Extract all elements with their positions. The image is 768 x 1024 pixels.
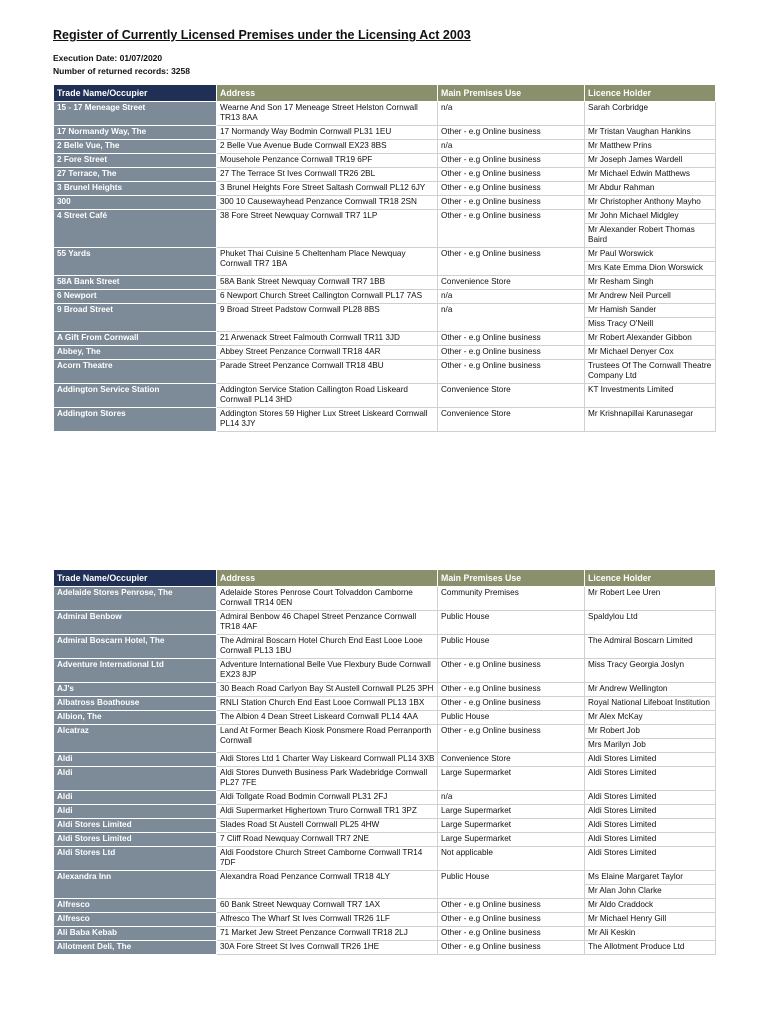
table-row [54, 711, 716, 725]
main-use-cell: Other - e.g Online business [438, 697, 585, 711]
licence-holder-cell: Mr Tristan Vaughan Hankins [585, 126, 716, 140]
table-row [54, 346, 716, 360]
main-use-cell: Public House [438, 611, 585, 635]
trade-name-cell: 2 Fore Street [54, 154, 217, 168]
main-use-cell: n/a [438, 304, 585, 332]
table-row [54, 587, 716, 611]
licence-holder-cell: Mr Michael Denyer Cox [585, 346, 716, 360]
licence-holder-cell: Mr Krishnapillai Karunasegar [585, 408, 716, 432]
address-cell: 6 Newport Church Street Callington Cornwall PL17 7AS [217, 290, 438, 304]
header-licence-holder: Licence Holder [585, 85, 716, 102]
address-cell: Slades Road St Austell Cornwall PL25 4HW [217, 819, 438, 833]
main-use-cell: Other - e.g Online business [438, 210, 585, 248]
table-row [54, 248, 716, 262]
header-trade-name: Trade Name/Occupier [54, 85, 217, 102]
address-cell: Aldi Tollgate Road Bodmin Cornwall PL31 2FJ [217, 791, 438, 805]
licence-holder-cell: Mr Alexander Robert Thomas Baird [585, 224, 716, 248]
table-row [54, 819, 716, 833]
table-row [54, 210, 716, 224]
trade-name-cell: 4 Street Café [54, 210, 217, 248]
table-row [54, 791, 716, 805]
table-row [54, 276, 716, 290]
trade-name-cell: 55 Yards [54, 248, 217, 276]
main-use-cell: Public House [438, 711, 585, 725]
licence-holder-cell: Aldi Stores Limited [585, 805, 716, 819]
licence-holder-cell: Miss Tracy O'Neill [585, 318, 716, 332]
address-cell: Adelaide Stores Penrose Court Tolvaddon Camborne Cornwall TR14 0EN [217, 587, 438, 611]
main-use-cell: Convenience Store [438, 408, 585, 432]
trade-name-cell: Admiral Boscarn Hotel, The [54, 635, 217, 659]
licence-holder-cell: Aldi Stores Limited [585, 767, 716, 791]
table-row [54, 196, 716, 210]
trade-name-cell: A Gift From Cornwall [54, 332, 217, 346]
trade-name-cell: Alfresco [54, 899, 217, 913]
address-cell: 9 Broad Street Padstow Cornwall PL28 8BS [217, 304, 438, 332]
main-use-cell: n/a [438, 290, 585, 304]
main-use-cell: Community Premises [438, 587, 585, 611]
execution-date: Execution Date: 01/07/2020 [53, 53, 163, 63]
address-cell: 7 Cliff Road Newquay Cornwall TR7 2NE [217, 833, 438, 847]
licence-holder-cell: Mr Robert Lee Uren [585, 587, 716, 611]
licence-holder-cell: Aldi Stores Limited [585, 833, 716, 847]
licence-holder-cell: Mr Michael Edwin Matthews [585, 168, 716, 182]
licence-holder-cell: Mr Hamish Sander [585, 304, 716, 318]
licence-holder-cell: Aldi Stores Limited [585, 753, 716, 767]
main-use-cell: Other - e.g Online business [438, 913, 585, 927]
table-row [54, 941, 716, 955]
address-cell: Adventure International Belle Vue Flexbury Bude Cornwall EX23 8JP [217, 659, 438, 683]
trade-name-cell: Admiral Benbow [54, 611, 217, 635]
licence-holder-cell: The Admiral Boscarn Limited [585, 635, 716, 659]
trade-name-cell: Albion, The [54, 711, 217, 725]
trade-name-cell: 17 Normandy Way, The [54, 126, 217, 140]
licence-holder-cell: Ms Elaine Margaret Taylor [585, 871, 716, 885]
trade-name-cell: Addington Stores [54, 408, 217, 432]
table-header-row [54, 85, 716, 102]
trade-name-cell: Aldi [54, 805, 217, 819]
table-row [54, 182, 716, 196]
trade-name-cell: 3 Brunel Heights [54, 182, 217, 196]
licence-holder-cell: Aldi Stores Limited [585, 819, 716, 833]
address-cell: Aldi Foodstore Church Street Camborne Cornwall TR14 7DF [217, 847, 438, 871]
record-count: Number of returned records: 3258 [53, 66, 190, 76]
licence-holder-cell: Mr John Michael Midgley [585, 210, 716, 224]
licence-holder-cell: Mr Aldo Craddock [585, 899, 716, 913]
table-row [54, 154, 716, 168]
table-row [54, 102, 716, 126]
table-row [54, 635, 716, 659]
licence-holder-cell: Miss Tracy Georgia Joslyn [585, 659, 716, 683]
main-use-cell: Other - e.g Online business [438, 126, 585, 140]
licence-holder-cell: Royal National Lifeboat Institution [585, 697, 716, 711]
table-row [54, 360, 716, 384]
header-main-use: Main Premises Use [438, 85, 585, 102]
address-cell: 2 Belle Vue Avenue Bude Cornwall EX23 8BS [217, 140, 438, 154]
trade-name-cell: 300 [54, 196, 217, 210]
main-use-cell: Large Supermarket [438, 833, 585, 847]
address-cell: Addington Service Station Callington Road Liskeard Cornwall PL14 3HD [217, 384, 438, 408]
main-use-cell: Other - e.g Online business [438, 332, 585, 346]
trade-name-cell: Aldi Stores Ltd [54, 847, 217, 871]
licence-holder-cell: Mr Ali Keskin [585, 927, 716, 941]
address-cell: 60 Bank Street Newquay Cornwall TR7 1AX [217, 899, 438, 913]
address-cell: 21 Arwenack Street Falmouth Cornwall TR11 3JD [217, 332, 438, 346]
main-use-cell: Other - e.g Online business [438, 154, 585, 168]
trade-name-cell: 6 Newport [54, 290, 217, 304]
table-row [54, 683, 716, 697]
main-use-cell: Other - e.g Online business [438, 941, 585, 955]
address-cell: 17 Normandy Way Bodmin Cornwall PL31 1EU [217, 126, 438, 140]
trade-name-cell: 15 - 17 Meneage Street [54, 102, 217, 126]
main-use-cell: n/a [438, 102, 585, 126]
trade-name-cell: 2 Belle Vue, The [54, 140, 217, 154]
table-row [54, 126, 716, 140]
licence-holder-cell: Mrs Marilyn Job [585, 739, 716, 753]
trade-name-cell: Alexandra Inn [54, 871, 217, 899]
trade-name-cell: 9 Broad Street [54, 304, 217, 332]
trade-name-cell: Abbey, The [54, 346, 217, 360]
main-use-cell: Large Supermarket [438, 819, 585, 833]
trade-name-cell: Aldi [54, 767, 217, 791]
main-use-cell: Other - e.g Online business [438, 196, 585, 210]
licence-holder-cell: Mr Joseph James Wardell [585, 154, 716, 168]
header-trade-name: Trade Name/Occupier [54, 570, 217, 587]
table-row [54, 833, 716, 847]
trade-name-cell: Alfresco [54, 913, 217, 927]
page-title: Register of Currently Licensed Premises under the Licensing Act 2003 [53, 28, 471, 42]
table-row [54, 805, 716, 819]
licence-holder-cell: Mr Andrew Neil Purcell [585, 290, 716, 304]
address-cell: Wearne And Son 17 Meneage Street Helston Cornwall TR13 8AA [217, 102, 438, 126]
trade-name-cell: AJ's [54, 683, 217, 697]
table-row [54, 847, 716, 871]
table-row [54, 408, 716, 432]
address-cell: 38 Fore Street Newquay Cornwall TR7 1LP [217, 210, 438, 248]
table-row [54, 927, 716, 941]
main-use-cell: Other - e.g Online business [438, 346, 585, 360]
address-cell: Alfresco The Wharf St Ives Cornwall TR26 1LF [217, 913, 438, 927]
main-use-cell: Large Supermarket [438, 767, 585, 791]
header-address: Address [217, 570, 438, 587]
address-cell: The Admiral Boscarn Hotel Church End East Looe Looe Cornwall PL13 1BU [217, 635, 438, 659]
main-use-cell: Other - e.g Online business [438, 360, 585, 384]
trade-name-cell: 27 Terrace, The [54, 168, 217, 182]
trade-name-cell: Aldi [54, 753, 217, 767]
main-use-cell: Other - e.g Online business [438, 899, 585, 913]
licence-holder-cell: Aldi Stores Limited [585, 791, 716, 805]
address-cell: Parade Street Penzance Cornwall TR18 4BU [217, 360, 438, 384]
licence-holder-cell: Sarah Corbridge [585, 102, 716, 126]
licence-holder-cell: The Allotment Produce Ltd [585, 941, 716, 955]
address-cell: Aldi Supermarket Highertown Truro Cornwall TR1 3PZ [217, 805, 438, 819]
main-use-cell: n/a [438, 140, 585, 154]
table-row [54, 913, 716, 927]
licence-holder-cell: Mr Alan John Clarke [585, 885, 716, 899]
table-row [54, 384, 716, 408]
licence-holder-cell: Mr Paul Worswick [585, 248, 716, 262]
register-table-1 [53, 84, 716, 432]
address-cell: Admiral Benbow 46 Chapel Street Penzance Cornwall TR18 4AF [217, 611, 438, 635]
address-cell: 71 Market Jew Street Penzance Cornwall TR18 2LJ [217, 927, 438, 941]
trade-name-cell: Addington Service Station [54, 384, 217, 408]
table-row [54, 659, 716, 683]
licence-holder-cell: Mr Abdur Rahman [585, 182, 716, 196]
main-use-cell: Not applicable [438, 847, 585, 871]
address-cell: Mousehole Penzance Cornwall TR19 6PF [217, 154, 438, 168]
address-cell: Aldi Stores Dunveth Business Park Wadebridge Cornwall PL27 7FE [217, 767, 438, 791]
table-row [54, 304, 716, 318]
address-cell: Phuket Thai Cuisine 5 Cheltenham Place Newquay Cornwall TR7 1BA [217, 248, 438, 276]
licence-holder-cell: Trustees Of The Cornwall Theatre Company Ltd [585, 360, 716, 384]
trade-name-cell: Adelaide Stores Penrose, The [54, 587, 217, 611]
licence-holder-cell: Mr Andrew Wellington [585, 683, 716, 697]
table-row [54, 611, 716, 635]
licence-holder-cell: Mr Robert Alexander Gibbon [585, 332, 716, 346]
address-cell: 27 The Terrace St Ives Cornwall TR26 2BL [217, 168, 438, 182]
licence-holder-cell: Mr Resham Singh [585, 276, 716, 290]
main-use-cell: Other - e.g Online business [438, 725, 585, 753]
table-row [54, 871, 716, 885]
licence-holder-cell: Mr Alex McKay [585, 711, 716, 725]
address-cell: Alexandra Road Penzance Cornwall TR18 4LY [217, 871, 438, 899]
address-cell: 300 10 Causewayhead Penzance Cornwall TR18 2SN [217, 196, 438, 210]
header-address: Address [217, 85, 438, 102]
main-use-cell: Convenience Store [438, 753, 585, 767]
table-row [54, 332, 716, 346]
address-cell: Abbey Street Penzance Cornwall TR18 4AR [217, 346, 438, 360]
trade-name-cell: Aldi [54, 791, 217, 805]
main-use-cell: Other - e.g Online business [438, 168, 585, 182]
address-cell: 3 Brunel Heights Fore Street Saltash Cornwall PL12 6JY [217, 182, 438, 196]
trade-name-cell: Adventure International Ltd [54, 659, 217, 683]
trade-name-cell: Aldi Stores Limited [54, 819, 217, 833]
address-cell: Aldi Stores Ltd 1 Charter Way Liskeard Cornwall PL14 3XB [217, 753, 438, 767]
licence-holder-cell: Mrs Kate Emma Dion Worswick [585, 262, 716, 276]
main-use-cell: Public House [438, 635, 585, 659]
table-row [54, 899, 716, 913]
table-row [54, 168, 716, 182]
licence-holder-cell: Aldi Stores Limited [585, 847, 716, 871]
address-cell: RNLI Station Church End East Looe Cornwall PL13 1BX [217, 697, 438, 711]
trade-name-cell: Allotment Deli, The [54, 941, 217, 955]
licence-holder-cell: Mr Matthew Prins [585, 140, 716, 154]
licence-holder-cell: Mr Robert Job [585, 725, 716, 739]
main-use-cell: Large Supermarket [438, 805, 585, 819]
main-use-cell: Other - e.g Online business [438, 182, 585, 196]
address-cell: 30 Beach Road Carlyon Bay St Austell Cornwall PL25 3PH [217, 683, 438, 697]
table-row [54, 697, 716, 711]
licence-holder-cell: Mr Michael Henry Gill [585, 913, 716, 927]
trade-name-cell: 58A Bank Street [54, 276, 217, 290]
table-row [54, 140, 716, 154]
table-row [54, 767, 716, 791]
main-use-cell: Other - e.g Online business [438, 927, 585, 941]
licence-holder-cell: Mr Christopher Anthony Mayho [585, 196, 716, 210]
table-header-row [54, 570, 716, 587]
main-use-cell: Other - e.g Online business [438, 683, 585, 697]
trade-name-cell: Alcatraz [54, 725, 217, 753]
main-use-cell: Other - e.g Online business [438, 248, 585, 276]
register-table-2 [53, 569, 716, 955]
address-cell: Addington Stores 59 Higher Lux Street Liskeard Cornwall PL14 3JY [217, 408, 438, 432]
table-row [54, 753, 716, 767]
trade-name-cell: Acorn Theatre [54, 360, 217, 384]
table-row [54, 725, 716, 739]
header-main-use: Main Premises Use [438, 570, 585, 587]
address-cell: The Albion 4 Dean Street Liskeard Cornwall PL14 4AA [217, 711, 438, 725]
licence-holder-cell: KT Investments Limited [585, 384, 716, 408]
table-row [54, 290, 716, 304]
trade-name-cell: Albatross Boathouse [54, 697, 217, 711]
trade-name-cell: Aldi Stores Limited [54, 833, 217, 847]
trade-name-cell: Ali Baba Kebab [54, 927, 217, 941]
address-cell: 30A Fore Street St Ives Cornwall TR26 1HE [217, 941, 438, 955]
address-cell: 58A Bank Street Newquay Cornwall TR7 1BB [217, 276, 438, 290]
main-use-cell: Convenience Store [438, 276, 585, 290]
licence-holder-cell: Spaldylou Ltd [585, 611, 716, 635]
address-cell: Land At Former Beach Kiosk Ponsmere Road Perranporth Cornwall [217, 725, 438, 753]
main-use-cell: n/a [438, 791, 585, 805]
main-use-cell: Public House [438, 871, 585, 899]
main-use-cell: Convenience Store [438, 384, 585, 408]
header-licence-holder: Licence Holder [585, 570, 716, 587]
main-use-cell: Other - e.g Online business [438, 659, 585, 683]
